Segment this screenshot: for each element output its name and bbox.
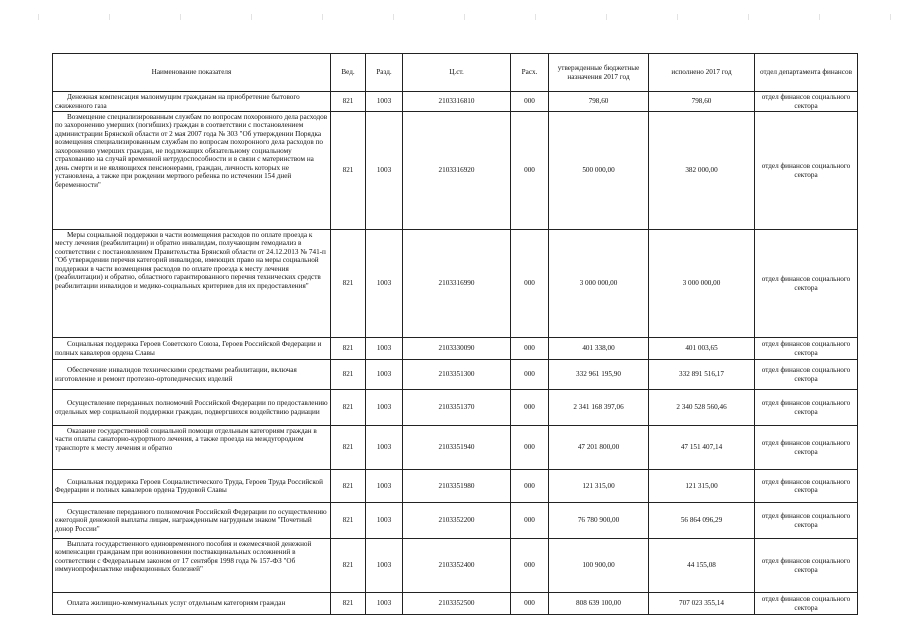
table-row [53, 390, 858, 426]
row-approved: 100 900,00 [549, 539, 649, 593]
table-header-row [53, 54, 858, 92]
row-rash: 000 [511, 426, 549, 470]
row-rash: 000 [511, 92, 549, 112]
row-name: Социальная поддержка Героев Социалистического Труда, Героев Труда Российской Федерации и полных кавалеров ордена Трудовой Славы [53, 470, 331, 503]
row-ved: 821 [331, 92, 366, 112]
row-ved: 821 [331, 230, 366, 338]
row-cst: 2103351370 [403, 390, 511, 426]
row-cst: 2103316920 [403, 112, 511, 230]
row-cst: 2103351980 [403, 470, 511, 503]
row-name: Возмещение специализированным службам по вопросам похоронного дела расходов по захоронению умерших (погибших) граждан в соответствии с постановлением администрации Брянской области от 2 мая 2007 года № 303 "Об утверждении Порядка возмещения специализированным службам по вопросам похоронного дела расходов по захоронению умерших граждан, не подлежащих обязательному социальному страхованию на случай временной нетрудоспособности и в связи с материнством на день смерти и не являющихся пенсионерами, граждан, личность которых не установлена, а также при рождении мертвого ребенка по истечении 154 дней беременности" [53, 112, 331, 230]
row-ved: 821 [331, 593, 366, 615]
row-rash: 000 [511, 338, 549, 360]
row-approved: 332 961 195,90 [549, 360, 649, 390]
row-dept: отдел финансов социального сектора [755, 470, 858, 503]
row-name: Социальная поддержка Героев Советского Союза, Героев Российской Федерации и полных кавалеров ордена Славы [53, 338, 331, 360]
row-dept: отдел финансов социального сектора [755, 112, 858, 230]
row-name: Выплата государственного единовременного пособия и ежемесячной денежной компенсации гражданам при возникновении поствакцинальных осложнений в соответствии с Федеральным законом от 17 сентября 1998 года № 157-ФЗ "Об иммунопрофилактике инфекционных болезней" [53, 539, 331, 593]
row-ved: 821 [331, 112, 366, 230]
row-executed: 47 151 407,14 [649, 426, 755, 470]
row-name: Денежная компенсация малоимущим гражданам на приобретение бытового сжиженного газа [53, 92, 331, 112]
row-executed: 382 000,00 [649, 112, 755, 230]
row-approved: 798,60 [549, 92, 649, 112]
row-razd: 1003 [366, 426, 403, 470]
row-rash: 000 [511, 539, 549, 593]
header-executed: исполнено 2017 год [649, 54, 755, 92]
scan-noise [0, 14, 905, 20]
row-cst: 2103330090 [403, 338, 511, 360]
row-dept: отдел финансов социального сектора [755, 360, 858, 390]
row-cst: 2103316810 [403, 92, 511, 112]
row-dept: отдел финансов социального сектора [755, 503, 858, 539]
table-row [53, 539, 858, 593]
row-razd: 1003 [366, 503, 403, 539]
row-rash: 000 [511, 470, 549, 503]
row-razd: 1003 [366, 390, 403, 426]
row-razd: 1003 [366, 338, 403, 360]
row-ved: 821 [331, 470, 366, 503]
row-name: Оказание государственной социальной помощи отдельным категориям граждан в части оплаты санаторно-курортного лечения, а также проезда на междугородном транспорте к месту лечения и обратно [53, 426, 331, 470]
header-dept: отдел департамента финансов [755, 54, 858, 92]
row-ved: 821 [331, 338, 366, 360]
row-razd: 1003 [366, 539, 403, 593]
row-cst: 2103316990 [403, 230, 511, 338]
row-executed: 401 003,65 [649, 338, 755, 360]
header-rash: Расх. [511, 54, 549, 92]
row-cst: 2103352400 [403, 539, 511, 593]
row-approved: 500 000,00 [549, 112, 649, 230]
row-name: Обеспечение инвалидов техническими средствами реабилитации, включая изготовление и ремонт протезно-ортопедических изделий [53, 360, 331, 390]
row-approved: 808 639 100,00 [549, 593, 649, 615]
row-razd: 1003 [366, 92, 403, 112]
budget-table [52, 53, 858, 615]
header-razd: Разд. [366, 54, 403, 92]
row-name: Осуществление переданного полномочия Российской Федерации по осуществлению ежегодной денежной выплаты лицам, награжденным нагрудным знаком "Почетный донор России" [53, 503, 331, 539]
row-dept: отдел финансов социального сектора [755, 593, 858, 615]
row-approved: 2 341 168 397,06 [549, 390, 649, 426]
table-row [53, 112, 858, 230]
row-approved: 121 315,00 [549, 470, 649, 503]
row-cst: 2103351300 [403, 360, 511, 390]
table-row [53, 503, 858, 539]
header-approved: утвержденные бюджетные назначения 2017 год [549, 54, 649, 92]
row-ved: 821 [331, 390, 366, 426]
row-executed: 3 000 000,00 [649, 230, 755, 338]
row-rash: 000 [511, 593, 549, 615]
table-row [53, 230, 858, 338]
row-ved: 821 [331, 539, 366, 593]
row-razd: 1003 [366, 360, 403, 390]
row-razd: 1003 [366, 112, 403, 230]
row-name: Меры социальной поддержки в части возмещения расходов по оплате проезда к месту лечения (реабилитации) и обратно инвалидам, получающим гемодиализ в соответствии с постановлением Правительства Брянской области от 24.12.2013 № 741-п "Об утверждении перечня категорий инвалидов, имеющих право на меры социальной поддержки в части возмещения расходов по оплате проезда к месту лечения (реабилитации) и обратно, областного гарантированного перечня технических средств реабилитации инвалидов и медико-социальных критериев для их предоставления" [53, 230, 331, 338]
row-rash: 000 [511, 360, 549, 390]
row-rash: 000 [511, 390, 549, 426]
row-rash: 000 [511, 503, 549, 539]
row-razd: 1003 [366, 230, 403, 338]
row-approved: 401 338,00 [549, 338, 649, 360]
row-dept: отдел финансов социального сектора [755, 230, 858, 338]
table-row [53, 338, 858, 360]
row-dept: отдел финансов социального сектора [755, 539, 858, 593]
row-dept: отдел финансов социального сектора [755, 426, 858, 470]
row-dept: отдел финансов социального сектора [755, 338, 858, 360]
row-ved: 821 [331, 360, 366, 390]
row-dept: отдел финансов социального сектора [755, 92, 858, 112]
row-cst: 2103352200 [403, 503, 511, 539]
table-row [53, 360, 858, 390]
row-dept: отдел финансов социального сектора [755, 390, 858, 426]
header-ved: Вед. [331, 54, 366, 92]
row-name: Оплата жилищно-коммунальных услуг отдельным категориям граждан [53, 593, 331, 615]
row-executed: 707 023 355,14 [649, 593, 755, 615]
table-row [53, 470, 858, 503]
row-rash: 000 [511, 112, 549, 230]
row-razd: 1003 [366, 470, 403, 503]
row-executed: 56 864 096,29 [649, 503, 755, 539]
row-executed: 332 891 516,17 [649, 360, 755, 390]
table-row [53, 92, 858, 112]
row-executed: 2 340 528 560,46 [649, 390, 755, 426]
header-name: Наименование показателя [53, 54, 331, 92]
row-cst: 2103351940 [403, 426, 511, 470]
row-cst: 2103352500 [403, 593, 511, 615]
row-approved: 47 201 800,00 [549, 426, 649, 470]
header-cst: Ц.ст. [403, 54, 511, 92]
row-ved: 821 [331, 426, 366, 470]
row-razd: 1003 [366, 593, 403, 615]
row-executed: 121 315,00 [649, 470, 755, 503]
row-name: Осуществление переданных полномочий Российской Федерации по предоставлению отдельных мер социальной поддержки граждан, подвергшихся воздействию радиации [53, 390, 331, 426]
row-executed: 798,60 [649, 92, 755, 112]
row-executed: 44 155,08 [649, 539, 755, 593]
row-approved: 3 000 000,00 [549, 230, 649, 338]
row-rash: 000 [511, 230, 549, 338]
table-row [53, 593, 858, 615]
row-ved: 821 [331, 503, 366, 539]
table-row [53, 426, 858, 470]
row-approved: 76 780 900,00 [549, 503, 649, 539]
